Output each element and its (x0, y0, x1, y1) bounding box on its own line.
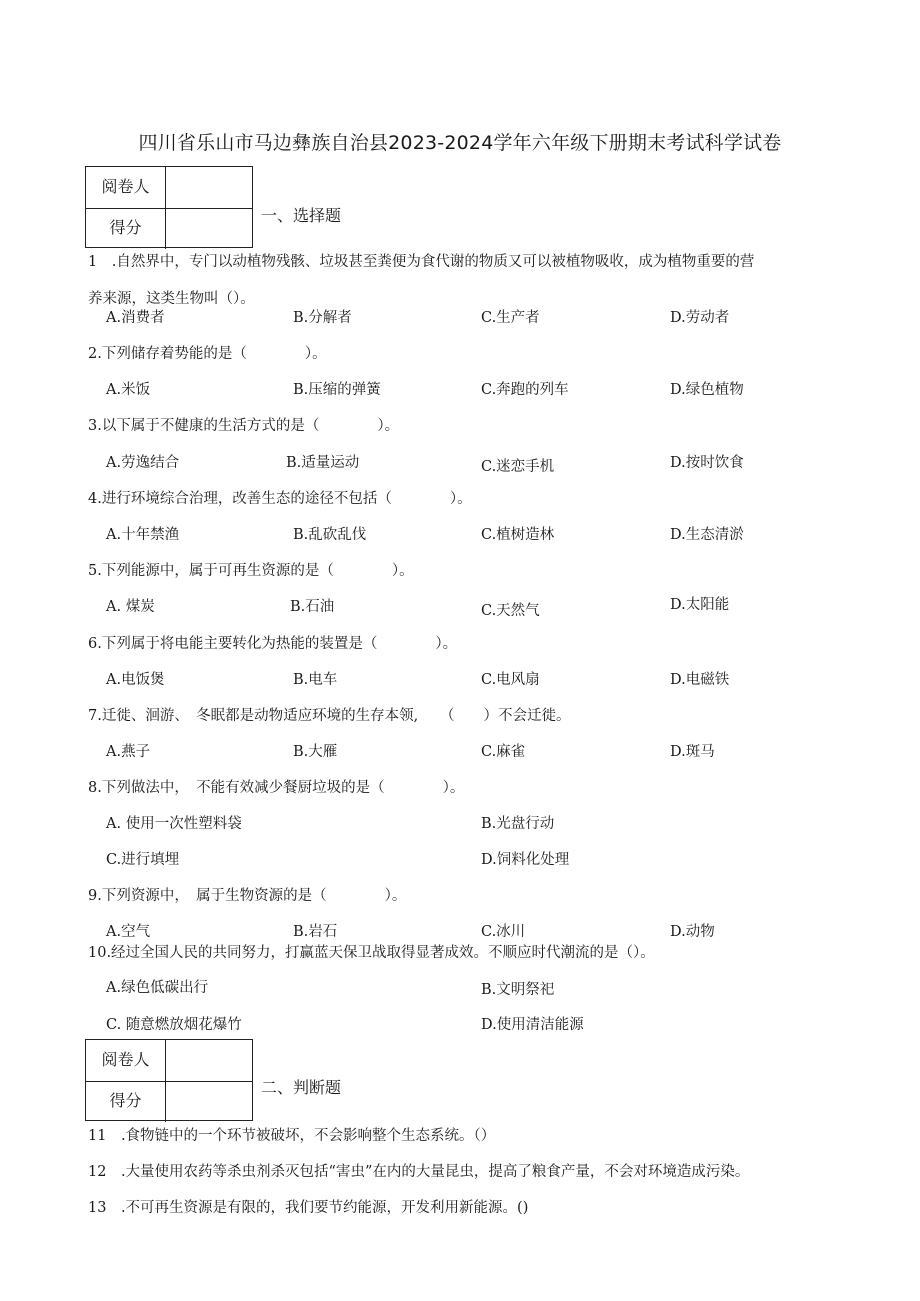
q5-option-a: A. 煤炭 (106, 599, 155, 615)
question-10: 10.经过全国人民的共同努力，打赢蓝天保卫战取得显著成效。不顺应时代潮流的是（）。 (88, 945, 655, 961)
q4-option-d: D.生态清淤 (670, 527, 744, 543)
q6-option-c: C.电风扇 (481, 672, 540, 688)
q6-option-a: A.电饭煲 (106, 672, 165, 688)
q6-option-b: B.电车 (293, 672, 338, 688)
q9-option-c: C.冰川 (481, 924, 526, 940)
q9-option-b: B.岩石 (293, 924, 338, 940)
q3-option-d: D.按时饮食 (670, 455, 744, 471)
q4-option-c: C.植树造林 (481, 527, 555, 543)
q9-option-d: D.动物 (670, 924, 715, 940)
score-box-reader-row (86, 167, 252, 209)
score-box-2-reader-row (86, 1040, 252, 1082)
q7-option-c: C.麻雀 (481, 744, 526, 760)
judgement-13: 13 .不可再生资源是有限的，我们要节约能源，开发利用新能源。() (88, 1200, 529, 1216)
q1-option-c: C.生产者 (481, 310, 540, 326)
judgement-12: 12 .大量使用农药等杀虫剂杀灭包括“害虫”在内的大量昆虫，提高了粮食产量，不会对环境造成污染。 (88, 1164, 750, 1180)
reader-label-2: 阅卷人 (86, 1040, 166, 1081)
q2-option-c: C.奔跑的列车 (481, 382, 569, 398)
q8-option-d: D.饲料化处理 (481, 852, 570, 868)
q3-option-b: B.适量运动 (286, 455, 360, 471)
question-1-line-2: 养来源，这类生物叫（）。 (88, 291, 255, 307)
q4-option-b: B.乱砍乱伐 (293, 527, 367, 543)
question-5: 5.下列能源中，属于可再生资源的是（ ）。 (88, 563, 414, 579)
q10-option-c: C. 随意燃放烟花爆竹 (106, 1017, 242, 1033)
q7-option-a: A.燕子 (106, 744, 151, 760)
score-box (85, 166, 253, 248)
score-box-score-row (86, 208, 252, 249)
q6-option-d: D.电磁铁 (670, 672, 730, 688)
question-1-line-1: 1 .自然界中，专门以动植物残骸、垃圾甚至粪便为食代谢的物质又可以被植物吸收，成为植物重要的营 (88, 254, 755, 270)
q8-option-b: B.光盘行动 (481, 816, 555, 832)
q7-option-d: D.斑马 (670, 744, 715, 760)
q10-option-d: D.使用清洁能源 (481, 1017, 584, 1033)
q8-option-a: A. 使用一次性塑料袋 (106, 816, 242, 832)
q2-option-b: B.压缩的弹簧 (293, 382, 381, 398)
section-heading-judgement: 二、判断题 (261, 1078, 342, 1097)
score-box-2-score-row (86, 1081, 252, 1122)
score-box-2 (85, 1039, 253, 1121)
question-4: 4.进行环境综合治理，改善生态的途径不包括（ ）。 (88, 491, 472, 507)
q3-option-a: A.劳逸结合 (106, 455, 180, 471)
q1-option-b: B.分解者 (293, 310, 352, 326)
question-8: 8.下列做法中， 不能有效减少餐厨垃圾的是（ ）。 (88, 780, 465, 796)
score-label-2: 得分 (86, 1081, 166, 1122)
q5-option-d: D.太阳能 (670, 597, 730, 613)
question-9: 9.下列资源中， 属于生物资源的是（ ）。 (88, 888, 407, 904)
q5-option-b: B.石油 (290, 599, 335, 615)
q1-option-d: D.劳动者 (670, 310, 730, 326)
q2-option-d: D.绿色植物 (670, 382, 744, 398)
q7-option-b: B.大雁 (293, 744, 338, 760)
q1-option-a: A.消费者 (106, 310, 165, 326)
q2-option-a: A.米饭 (106, 382, 151, 398)
q9-option-a: A.空气 (106, 924, 151, 940)
section-heading-choice: 一、选择题 (261, 206, 342, 225)
q3-option-c: C.迷恋手机 (481, 459, 555, 475)
q5-option-c: C.天然气 (481, 603, 540, 619)
q8-option-c: C.进行填埋 (106, 852, 180, 868)
exam-title: 四川省乐山市马边彝族自治县2023-2024学年六年级下册期末考试科学试卷 (138, 132, 782, 154)
question-3: 3.以下属于不健康的生活方式的是（ ）。 (88, 418, 400, 434)
q10-option-a: A.绿色低碳出行 (106, 980, 209, 996)
score-label: 得分 (86, 208, 166, 249)
q4-option-a: A.十年禁渔 (106, 527, 180, 543)
judgement-11: 11 .食物链中的一个环节被破坏，不会影响整个生态系统。（） (88, 1128, 496, 1144)
question-6: 6.下列属于将电能主要转化为热能的装置是（ ）。 (88, 636, 458, 652)
question-2: 2.下列储存着势能的是（ ）。 (88, 346, 327, 362)
q10-option-b: B.文明祭祀 (481, 982, 555, 998)
question-7: 7.迁徙、洄游、 冬眠都是动物适应环境的生存本领, （ ）不会迁徙。 (88, 708, 571, 724)
reader-label: 阅卷人 (86, 167, 166, 208)
